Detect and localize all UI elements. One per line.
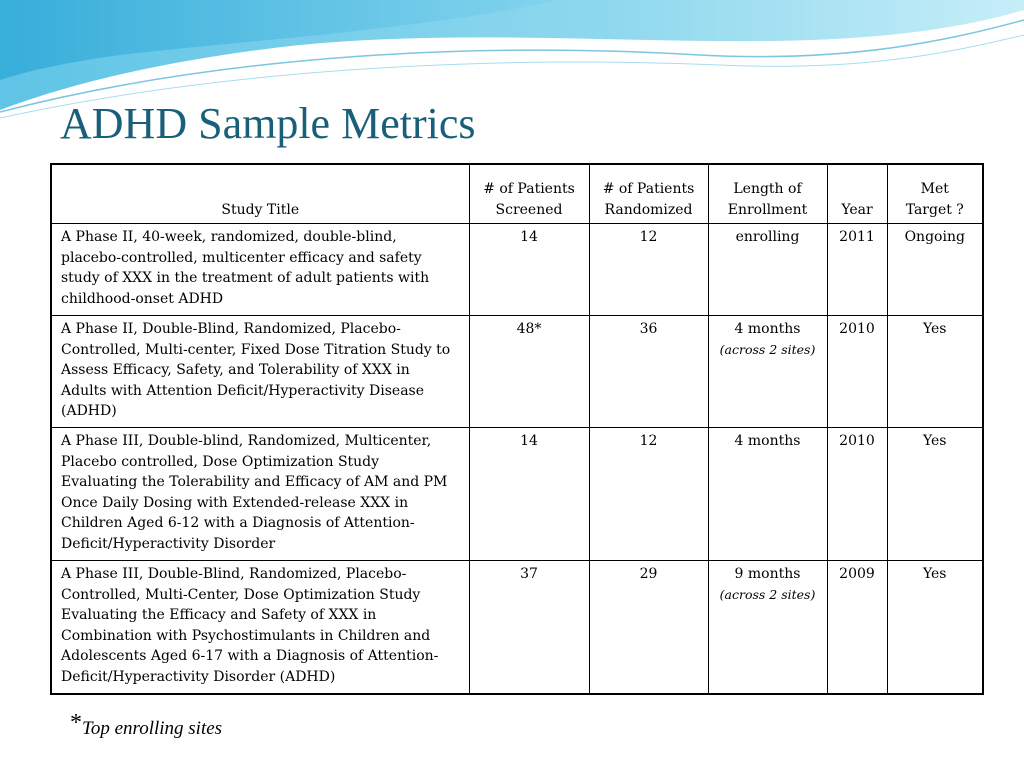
cell-screened: 37: [469, 561, 589, 694]
header-year: Year: [827, 164, 887, 224]
cell-screened: 14: [469, 428, 589, 561]
cell-study-title: A Phase II, 40-week, randomized, double-blind, placebo-controlled, multicenter efficacy and safety study of XXX in the treatment of adult patients with childhood-onset ADHD: [51, 224, 469, 316]
header-study-title: Study Title: [51, 164, 469, 224]
cell-year: 2011: [827, 224, 887, 316]
footnote: [70, 710, 222, 740]
table-row: [51, 224, 983, 316]
table-row: [51, 561, 983, 694]
cell-randomized: 29: [589, 561, 708, 694]
cell-study-title: A Phase III, Double-Blind, Randomized, Placebo-Controlled, Multi-Center, Dose Optimization Study Evaluating the Efficacy and Safety of XXX in Combination with Psychostimulants in Children and Adolescents Aged 6-17 with a Diagnosis of Attention-Deficit/Hyperactivity Disorder (ADHD): [51, 561, 469, 694]
cell-year: 2010: [827, 316, 887, 428]
metrics-table: [50, 163, 984, 695]
header-met-target: Met Target ?: [887, 164, 983, 224]
header-screened: # of Patients Screened: [469, 164, 589, 224]
slide-title: ADHD Sample Metrics: [60, 99, 476, 148]
table-row: [51, 428, 983, 561]
cell-randomized: 12: [589, 428, 708, 561]
cell-length: [708, 316, 827, 428]
length-value: 4 months: [734, 433, 801, 449]
cell-length: [708, 561, 827, 694]
footnote-text: Top enrolling sites: [82, 718, 223, 739]
header-length: Length of Enrollment: [708, 164, 827, 224]
cell-met-target: Yes: [887, 561, 983, 694]
cell-study-title: A Phase III, Double-blind, Randomized, Multicenter, Placebo controlled, Dose Optimization Study Evaluating the Tolerability and Efficacy of AM and PM Once Daily Dosing with Extended-release XXX in Children Aged 6-12 with a Diagnosis of Attention-Deficit/Hyperactivity Disorder: [51, 428, 469, 561]
length-value: enrolling: [735, 229, 800, 245]
cell-year: 2010: [827, 428, 887, 561]
footnote-marker: *: [70, 710, 82, 736]
header-randomized: # of Patients Randomized: [589, 164, 708, 224]
header-row: [51, 164, 983, 224]
cell-met-target: Yes: [887, 316, 983, 428]
length-value: 9 months: [734, 566, 801, 582]
cell-study-title: A Phase II, Double-Blind, Randomized, Placebo-Controlled, Multi-center, Fixed Dose Titration Study to Assess Efficacy, Safety, and Tolerability of XXX in Adults with Attention Deficit/Hyperactivity Disease (ADHD): [51, 316, 469, 428]
cell-year: 2009: [827, 561, 887, 694]
cell-randomized: 36: [589, 316, 708, 428]
length-note: (across 2 sites): [719, 586, 816, 602]
length-note: (across 2 sites): [719, 341, 816, 357]
cell-met-target: Yes: [887, 428, 983, 561]
cell-length: [708, 224, 827, 316]
cell-screened: 48*: [469, 316, 589, 428]
length-value: 4 months: [734, 321, 801, 337]
cell-screened: 14: [469, 224, 589, 316]
cell-randomized: 12: [589, 224, 708, 316]
cell-met-target: Ongoing: [887, 224, 983, 316]
cell-length: [708, 428, 827, 561]
table-row: [51, 316, 983, 428]
